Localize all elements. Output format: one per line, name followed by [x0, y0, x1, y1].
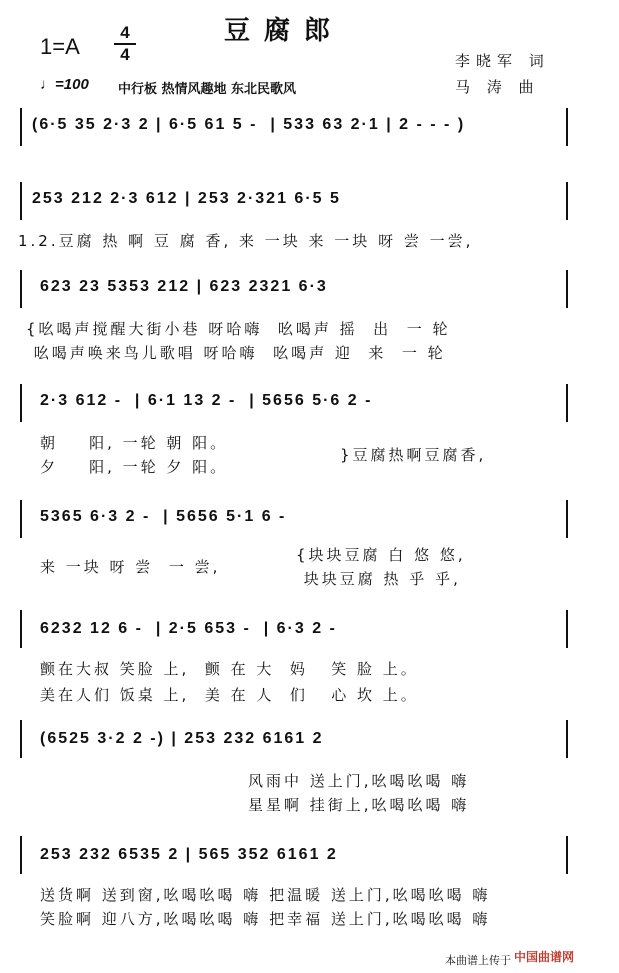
system-2-notes: 253 212 2·3 612 | 253 2·321 6·5 5: [32, 190, 341, 207]
system-6-lyric-2: 美在人们 饭桌 上, 美 在 人 们 心 坎 上。: [40, 686, 419, 704]
system-3-lyric-2: 吆喝声唤来鸟儿歌唱 呀哈嗨 吆喝声 迎 来 一 轮: [26, 344, 446, 362]
left-barline: [20, 836, 22, 874]
time-signature-bottom: 4: [120, 45, 130, 64]
system-7-notes: (6525 3·2 2 -) | 253 232 6161 2: [40, 730, 324, 747]
right-barline: [566, 500, 568, 538]
right-barline: [566, 270, 568, 308]
right-barline: [566, 720, 568, 758]
left-barline: [20, 610, 22, 648]
lyricist-credit: 李晓军 词: [455, 52, 550, 70]
system-5-lyric-2: {块块豆腐 白 悠 悠,: [296, 546, 466, 564]
system-2-lyric-1: 1.2.豆腐 热 啊 豆 腐 香, 来 一块 来 一块 呀 尝 一尝,: [18, 232, 474, 250]
left-barline: [20, 182, 22, 220]
tempo-marking: ♩=100: [40, 76, 89, 93]
left-barline: [20, 500, 22, 538]
site-logo[interactable]: 中国曲谱网: [514, 950, 575, 964]
left-barline: [20, 384, 22, 422]
upload-text: 本曲谱上传于: [445, 954, 511, 967]
left-barline: [20, 720, 22, 758]
right-barline: [566, 836, 568, 874]
composer-credit: 马 涛 曲: [455, 78, 540, 96]
right-barline: [566, 610, 568, 648]
system-4-lyric-3: }豆腐热啊豆腐香,: [340, 446, 487, 464]
right-barline: [566, 384, 568, 422]
time-signature: [114, 24, 136, 64]
system-5-notes: 5365 6·3 2 - | 5656 5·1 6 -: [40, 508, 287, 525]
system-6-lyric-1: 颤在大叔 笑脸 上, 颤 在 大 妈 笑 脸 上。: [40, 660, 419, 678]
system-3-lyric-1: {吆喝声搅醒大街小巷 呀哈嗨 吆喝声 摇 出 一 轮: [26, 320, 451, 338]
system-5-lyric-3: 块块豆腐 热 乎 乎,: [296, 570, 461, 588]
system-7-lyric-2: 星星啊 挂街上,吆喝吆喝 嗨: [248, 796, 470, 814]
key-signature: 1=A: [40, 34, 80, 59]
system-1-notes: (6·5 35 2·3 2 | 6·5 61 5 - | 533 63 2·1 | 2 - - - ): [32, 116, 466, 133]
system-7-lyric-1: 风雨中 送上门,吆喝吆喝 嗨: [248, 772, 470, 790]
system-4-lyric-2: 夕 阳, 一轮 夕 阳。: [40, 458, 229, 476]
system-5-lyric-1: 来 一块 呀 尝 一 尝,: [40, 558, 221, 576]
tempo-description: 中行板 热情风趣地 东北民歌风: [118, 82, 297, 97]
right-barline: [566, 108, 568, 146]
system-4-notes: 2·3 612 - | 6·1 13 2 - | 5656 5·6 2 -: [40, 392, 373, 409]
left-barline: [20, 270, 22, 308]
song-title: 豆腐郎: [224, 16, 345, 46]
left-barline: [20, 108, 22, 146]
right-barline: [566, 182, 568, 220]
system-8-notes: 253 232 6535 2 | 565 352 6161 2: [40, 846, 338, 863]
system-6-notes: 6232 12 6 - | 2·5 653 - | 6·3 2 -: [40, 620, 337, 637]
system-8-lyric-1: 送货啊 送到窗,吆喝吆喝 嗨 把温暖 送上门,吆喝吆喝 嗨: [40, 886, 491, 904]
system-8-lyric-2: 笑脸啊 迎八方,吆喝吆喝 嗨 把幸福 送上门,吆喝吆喝 嗨: [40, 910, 491, 928]
system-3-notes: 623 23 5353 212 | 623 2321 6·3: [40, 278, 328, 295]
system-4-lyric-1: 朝 阳, 一轮 朝 阳。: [40, 434, 229, 452]
time-signature-top: 4: [120, 23, 130, 42]
